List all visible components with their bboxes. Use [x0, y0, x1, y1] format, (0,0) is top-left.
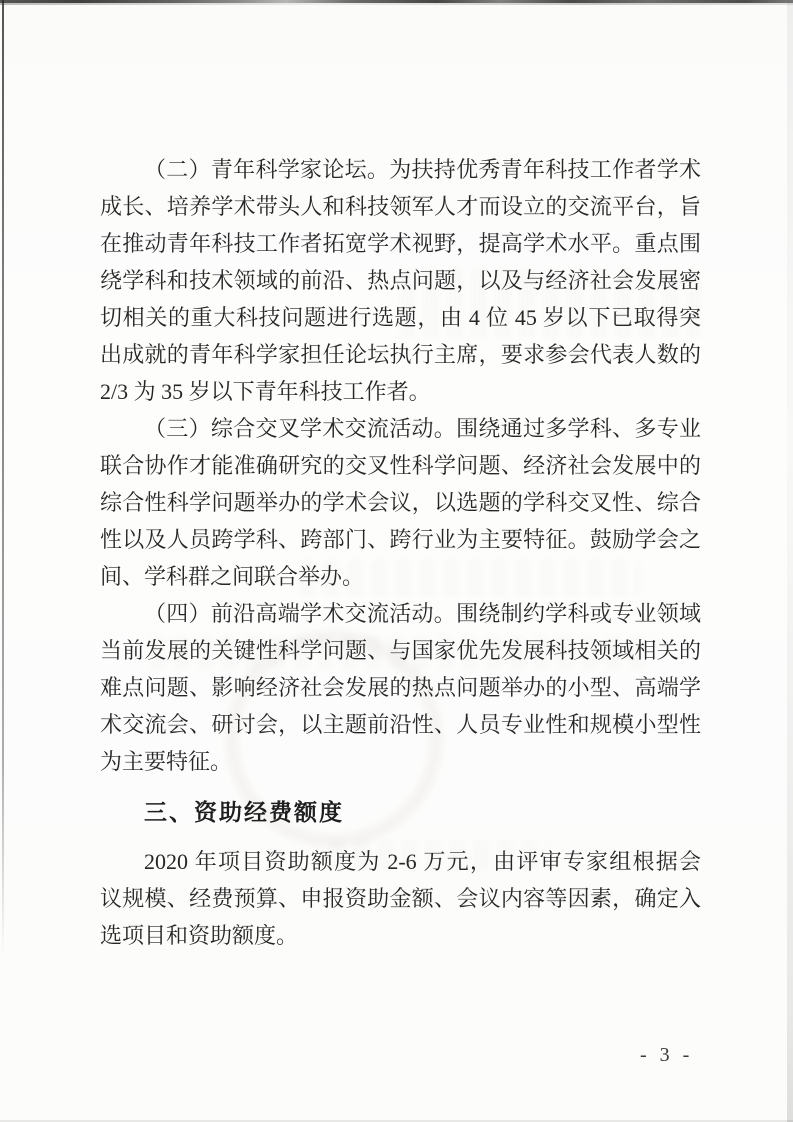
text-line: 议规模、经费预算、申报资助金额、会议内容等因素，确定入: [100, 886, 701, 911]
document-content: [100, 151, 701, 954]
text-line: 选项目和资助额度。: [100, 923, 299, 948]
text-line: 联合协作才能准确研究的交叉性科学问题、经济社会发展中的: [100, 453, 701, 478]
scan-edge-left: [2, 0, 4, 955]
text-line: 成长、培养学术带头人和科技领军人才而设立的交流平台，旨: [100, 194, 701, 219]
text-line: 当前发展的关键性科学问题、与国家优先发展科技领域相关的: [100, 638, 701, 663]
text-line: 出成就的青年科学家担任论坛执行主席，要求参会代表人数的: [100, 342, 701, 367]
text-line: 难点问题、影响经济社会发展的热点问题举办的小型、高端学: [100, 675, 701, 700]
page-number: - 3 -: [640, 1044, 694, 1066]
text-line: 2020 年项目资助额度为 2-6 万元，由评审专家组根据会: [144, 849, 701, 874]
text-line: 绕学科和技术领域的前沿、热点问题，以及与经济社会发展密: [100, 268, 701, 293]
paragraph-frontier-highend-exchange: [100, 595, 701, 780]
text-line: （三）综合交叉学术交流活动。围绕通过多学科、多专业: [144, 416, 701, 441]
text-line: 在推动青年科技工作者拓宽学术视野，提高学术水平。重点围: [100, 231, 701, 256]
text-line: 术交流会、研讨会，以主题前沿性、人员专业性和规模小型性: [100, 712, 701, 737]
text-line: 间、学科群之间联合举办。: [100, 564, 365, 589]
text-line: （二）青年科学家论坛。为扶持优秀青年科技工作者学术: [144, 157, 701, 182]
text-line: 为主要特征。: [100, 749, 233, 774]
text-line: 2/3 为 35 岁以下青年科技工作者。: [100, 379, 431, 404]
paragraph-funding-amount: [100, 843, 701, 954]
text-line: 切相关的重大科技问题进行选题，由 4 位 45 岁以下已取得突: [100, 305, 701, 330]
text-line: （四）前沿高端学术交流活动。围绕制约学科或专业领域: [144, 601, 701, 626]
scan-edge-right: [787, 0, 793, 1122]
scan-edge-top-shadow: [0, 3, 793, 5]
paragraph-youth-scientist-forum: [100, 151, 701, 410]
text-line: 性以及人员跨学科、跨部门、跨行业为主要特征。鼓励学会之: [100, 527, 701, 552]
text-line: 综合性科学问题举办的学术会议，以选题的学科交叉性、综合: [100, 490, 701, 515]
section-heading-funding-amount: 三、资助经费额度: [144, 799, 344, 825]
paragraph-interdisciplinary-exchange: [100, 410, 701, 595]
